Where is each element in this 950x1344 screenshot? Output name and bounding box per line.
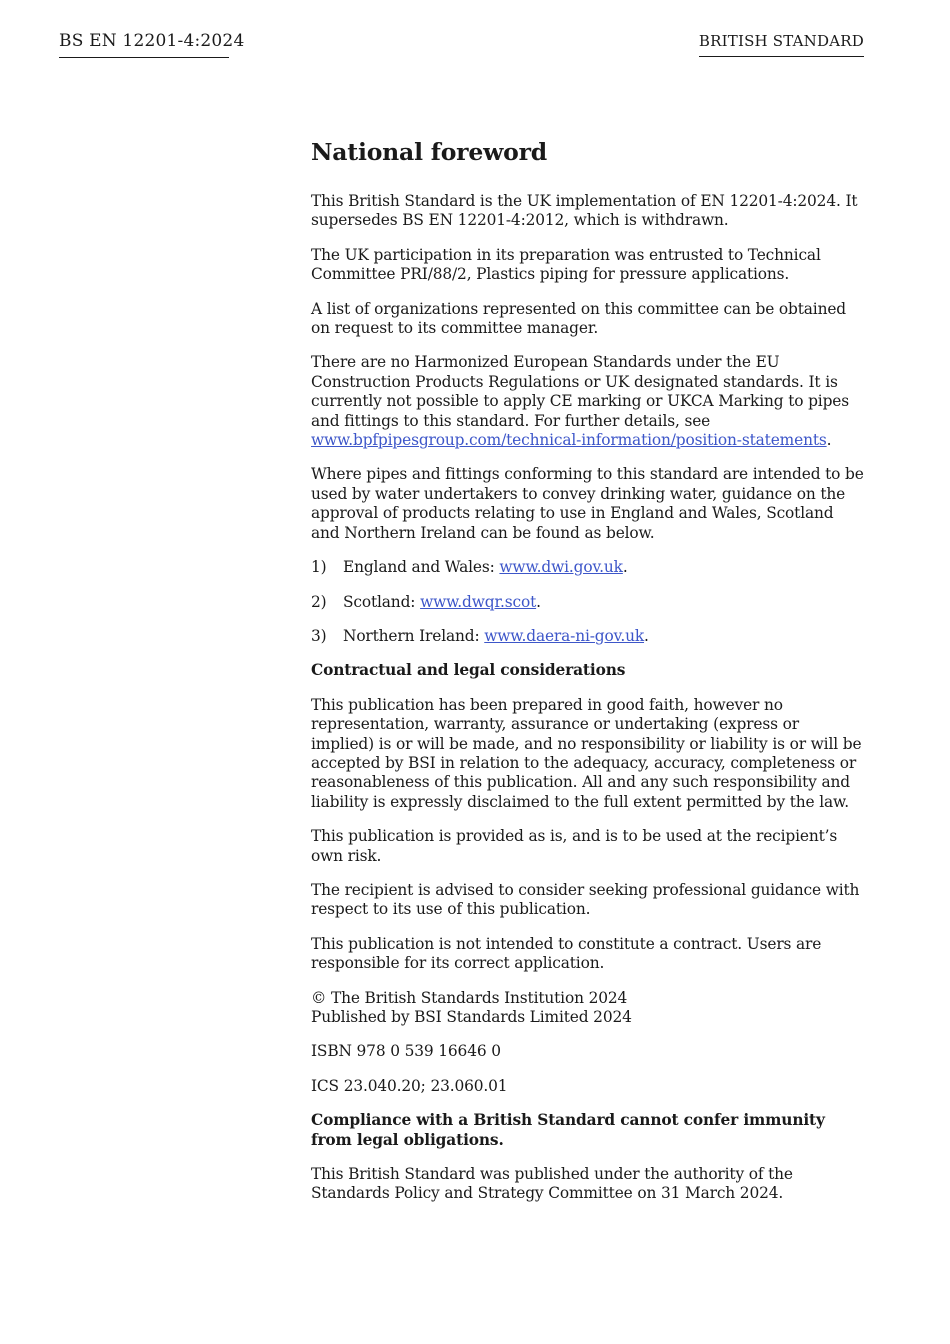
- list-number: 3): [311, 626, 327, 645]
- list-label: England and Wales:: [343, 558, 500, 577]
- page-title: National foreword: [311, 138, 548, 166]
- bpf-position-statements-link[interactable]: www.bpfpipesgroup.com/technical-information/position-statements: [311, 431, 827, 450]
- implementation-paragraph: This British Standard is the UK implementation of EN 12201-4:2024. It supersedes BS EN 12201-4:2012, which is withdrawn.: [311, 192, 858, 230]
- period: .: [536, 592, 541, 611]
- period: .: [826, 431, 832, 450]
- dwi-link[interactable]: www.dwi.gov.uk: [499, 558, 623, 577]
- period: .: [644, 626, 649, 645]
- dwqr-link[interactable]: www.dwqr.scot: [420, 592, 537, 611]
- list-label: Northern Ireland:: [343, 626, 485, 645]
- list-text: [343, 558, 628, 577]
- list-item: [311, 627, 866, 646]
- list-text: [343, 593, 541, 612]
- harmonized-standards-text: There are no Harmonized European Standards under the EU Construction Products Regulations or UK designated standards. It is currently not possible to apply CE marking or UKCA Marking to pipes and fittings to this standard. For further details, see: [311, 353, 849, 430]
- drinking-water-paragraph: Where pipes and fittings conforming to this standard are intended to be used by water undertakers to convey drinking water, guidance on the approval of products relating to use in England and Wales, Scotland and Northern Ireland can be found as below.: [311, 465, 864, 542]
- isbn: ISBN 978 0 539 16646 0: [311, 1042, 501, 1061]
- list-number: 1): [311, 558, 327, 577]
- harmonized-standards-paragraph: [311, 353, 866, 450]
- ics: ICS 23.040.20; 23.060.01: [311, 1076, 508, 1095]
- list-label: Scotland:: [343, 592, 421, 611]
- document-id: BS EN 12201-4:2024: [59, 31, 229, 58]
- period: .: [622, 558, 628, 577]
- own-risk-paragraph: This publication is provided as is, and is to be used at the recipient’s own risk.: [311, 827, 838, 865]
- compliance-notice: Compliance with a British Standard cannot confer immunity from legal obligations.: [311, 1111, 825, 1149]
- good-faith-paragraph: This publication has been prepared in good faith, however no representation, warranty, assurance or undertaking (express or implied) is or will be made, and no responsibility or liability is or will be accepted by BSI in relation to the adequacy, accuracy, completeness or reasonableness of this publication. All and any such responsibility and liability is expressly disclaimed to the full extent permitted by the law.: [311, 695, 862, 811]
- list-item: [311, 558, 866, 577]
- document-type: BRITISH STANDARD: [699, 32, 864, 57]
- list-item: [311, 593, 866, 612]
- copyright-block: [311, 989, 866, 1028]
- publisher-line: Published by BSI Standards Limited 2024: [311, 1008, 632, 1026]
- organizations-paragraph: A list of organizations represented on this committee can be obtained on request to its committee manager.: [311, 299, 846, 338]
- not-contract-paragraph: This publication is not intended to constitute a contract. Users are responsible for its correct application.: [311, 934, 822, 973]
- copyright-line: © The British Standards Institution 2024: [311, 988, 628, 1007]
- committee-paragraph: The UK participation in its preparation was entrusted to Technical Committee PRI/88/2, Plastics piping for pressure applications.: [311, 245, 821, 284]
- list-text: [343, 627, 649, 646]
- legal-heading: Contractual and legal considerations: [311, 661, 626, 680]
- list-number: 2): [311, 592, 327, 611]
- daera-link[interactable]: www.daera-ni-gov.uk: [484, 626, 645, 645]
- authority-paragraph: This British Standard was published under the authority of the Standards Policy and Strategy Committee on 31 March 2024.: [311, 1165, 793, 1203]
- foreword-body: [311, 138, 866, 1219]
- professional-guidance-paragraph: The recipient is advised to consider seeking professional guidance with respect to its use of this publication.: [311, 880, 860, 919]
